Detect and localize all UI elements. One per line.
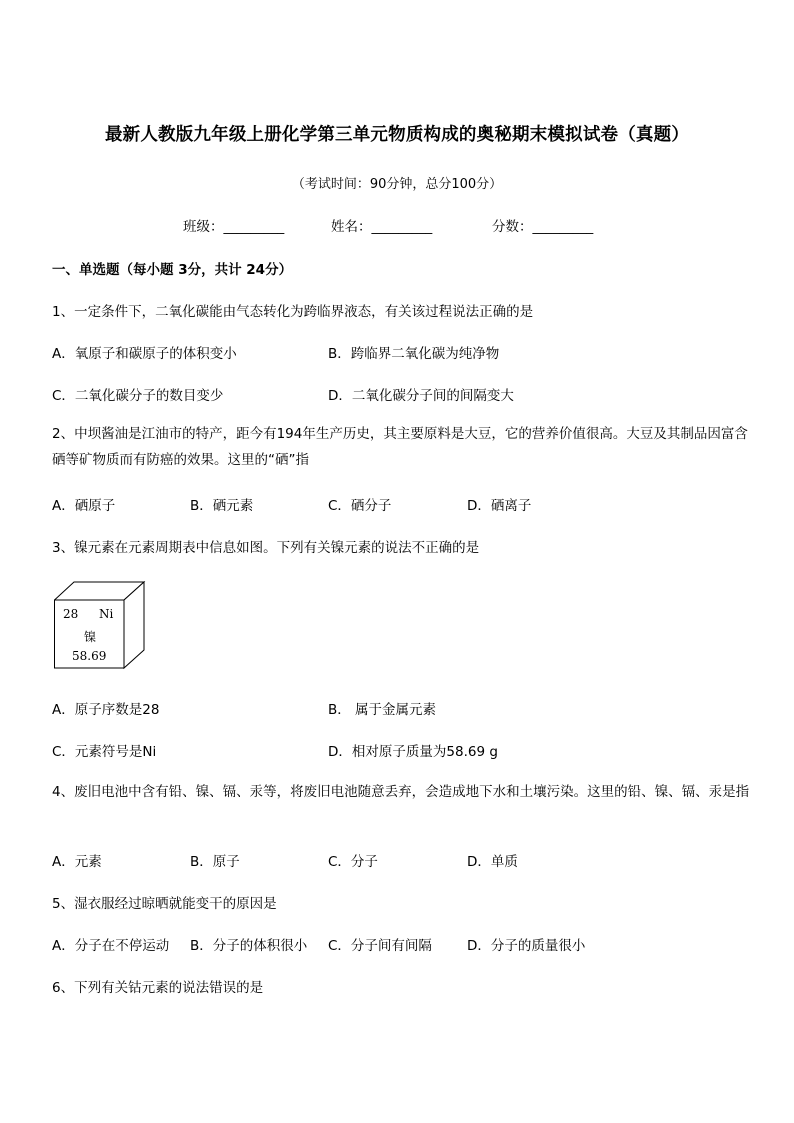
question-4-option-b: B．原子 xyxy=(190,854,240,870)
question-5-option-d: D．分子的质量很小 xyxy=(467,938,586,954)
question-4-option-a: A．元素 xyxy=(52,854,102,870)
score-field-label: 分数：_________ xyxy=(492,219,594,235)
name-field-label: 姓名：_________ xyxy=(331,219,433,235)
element-atomic-mass: 58.69 xyxy=(72,649,107,663)
element-atomic-number: 28 xyxy=(63,607,79,621)
question-1-option-a: A．氧原子和碳原子的体积变小 xyxy=(52,346,237,362)
question-1-option-d: D．二氧化碳分子间的间隔变大 xyxy=(328,388,514,404)
question-1-option-c: C．二氧化碳分子的数目变少 xyxy=(52,388,224,404)
question-4: 4、废旧电池中含有铅、镍、镉、汞等，将废旧电池随意丢弃，会造成地下水和土壤污染。这里的铅、镍、镉、汞是指 xyxy=(52,784,750,800)
question-2-option-a: A．硒原子 xyxy=(52,498,116,514)
question-5: 5、湿衣服经过晾晒就能变干的原因是 xyxy=(52,896,277,912)
question-2: 2、中坝酱油是江油市的特产，距今有194年生产历史，其主要原料是大豆，它的营养价值很高。大豆及其制品因富含硒等矿物质而有防癌的效果。这里的“硒”指 xyxy=(52,426,748,468)
question-4-option-c: C．分子 xyxy=(328,854,378,870)
exam-title: 最新人教版九年级上册化学第三单元物质构成的奥秘期末模拟试卷（真题） xyxy=(104,125,690,145)
element-name: 镍 xyxy=(84,630,97,644)
class-field-label: 班级：_________ xyxy=(183,219,285,235)
question-3-option-b: B． 属于金属元素 xyxy=(328,702,437,718)
question-2-option-d: D．硒离子 xyxy=(467,498,532,514)
question-5-option-c: C．分子间有间隔 xyxy=(328,938,432,954)
nickel-element-card xyxy=(54,580,146,670)
question-2-option-c: C．硒分子 xyxy=(328,498,392,514)
question-5-option-b: B．分子的体积很小 xyxy=(190,938,308,954)
question-3-option-d: D．相对原子质量为58.69 g xyxy=(328,744,498,760)
question-6: 6、下列有关钴元素的说法错误的是 xyxy=(52,980,264,996)
question-1-option-b: B．跨临界二氧化碳为纯净物 xyxy=(328,346,500,362)
element-symbol: Ni xyxy=(99,607,114,621)
question-5-option-a: A．分子在不停运动 xyxy=(52,938,170,954)
question-3-option-c: C．元素符号是Ni xyxy=(52,744,157,760)
question-1: 1、一定条件下，二氧化碳能由气态转化为跨临界液态，有关该过程说法正确的是 xyxy=(52,304,534,320)
question-2-option-b: B．硒元素 xyxy=(190,498,254,514)
section-heading: 一、单选题（每小题 3分，共计 24分） xyxy=(52,262,293,278)
exam-subtitle: （考试时间：90分钟，总分100分） xyxy=(291,177,503,192)
question-3: 3、镍元素在元素周期表中信息如图。下列有关镍元素的说法不正确的是 xyxy=(52,540,480,556)
question-3-option-a: A．原子序数是28 xyxy=(52,702,160,718)
question-4-option-d: D．单质 xyxy=(467,854,518,870)
